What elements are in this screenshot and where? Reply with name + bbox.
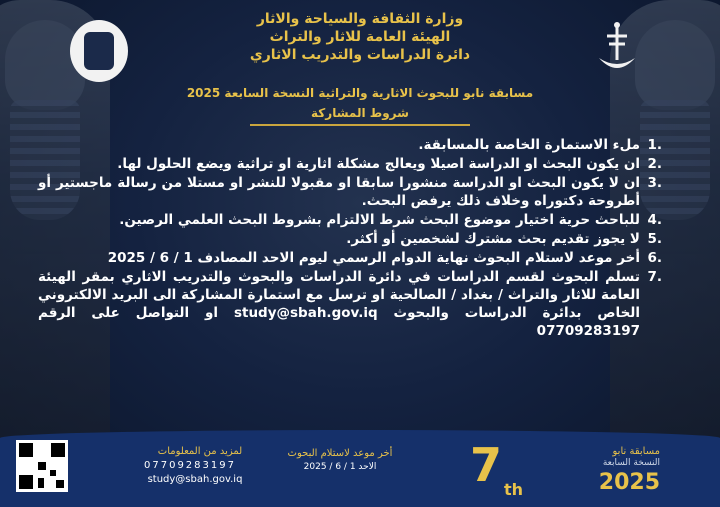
- list-item: [38, 136, 662, 154]
- contest-edition: النسخة السابعة: [602, 458, 660, 468]
- qr-finder: [19, 475, 33, 489]
- item-number: .6: [647, 250, 662, 266]
- edition-number: [470, 438, 524, 501]
- qr-module: [38, 462, 46, 470]
- item-number: .7: [647, 269, 662, 285]
- contact-email[interactable]: study@sbah.gov.iq: [147, 474, 243, 485]
- list-item: [38, 230, 662, 248]
- edition-digit: 7: [470, 438, 503, 492]
- authority-name: الهيئة العامة للاثار والتراث: [269, 29, 451, 45]
- item-text: تسلم البحوث لقسم الدراسات في دائرة الدراسات والبحوث والتدريب الاثاري بمقر الهيئة العامة للاثار والتراث / بغداد / الصالحية او ترسل مع استمارة المشاركة الى البريد الالكتروني الخاص بدائرة الدراسات والبحوث study@sbah.gov.iq او التواصل على الرقم 07709283197: [38, 269, 640, 339]
- header: [0, 10, 720, 64]
- list-item: [38, 268, 662, 340]
- qr-finder: [19, 443, 33, 457]
- item-number: .2: [647, 156, 662, 172]
- item-number: .5: [647, 231, 662, 247]
- info-title: لمزيد من المعلومات: [157, 446, 243, 457]
- conditions-list: [38, 136, 662, 341]
- item-number: .1: [647, 137, 662, 153]
- item-number: .3: [647, 175, 662, 191]
- title-divider: [250, 124, 470, 126]
- item-text: لا يجوز تقديم بحث مشترك لشخصين أو أكثر.: [346, 231, 640, 247]
- contest-title: مسابقة نابو للبحوث الاثارية والتراثية النسخة السابعة 2025: [186, 86, 534, 100]
- qr-module: [38, 478, 44, 488]
- contest-name: مسابقة نابو: [612, 446, 660, 457]
- list-item: [38, 174, 662, 210]
- qr-finder: [51, 443, 65, 457]
- deadline-date: الاحد 1 / 6 / 2025: [303, 462, 377, 472]
- item-text: ان لا يكون البحث او الدراسة منشورا سابقا او مقبولا للنشر او مستلا من رسالة ماجستير أو أطروحة دكتوراه وخلاف ذلك يرفض البحث.: [38, 175, 640, 209]
- qr-code[interactable]: [16, 440, 68, 492]
- contact-phone: 07709283197: [144, 460, 236, 471]
- qr-module: [56, 480, 64, 488]
- item-text: ملء الاستمارة الخاصة بالمسابقة.: [418, 137, 640, 153]
- qr-module: [50, 470, 56, 476]
- footer-wave: [0, 430, 720, 446]
- list-item: [38, 155, 662, 173]
- conditions-title: شروط المشاركة: [311, 106, 409, 120]
- item-text: للباحث حرية اختيار موضوع البحث شرط الالتزام بشروط البحث العلمي الرصين.: [119, 212, 640, 228]
- list-item: [38, 249, 662, 267]
- deadline-title: أخر موعد لاستلام البحوث: [287, 448, 393, 459]
- item-number: .4: [647, 212, 662, 228]
- list-item: [38, 211, 662, 229]
- department-name: دائرة الدراسات والتدريب الاثاري: [249, 47, 471, 63]
- edition-suffix: th: [504, 480, 524, 499]
- item-text: ان يكون البحث او الدراسة اصيلا ويعالج مشكلة اثارية او تراثية ويضع الحلول لها.: [117, 156, 640, 172]
- item-text: أخر موعد لاستلام البحوث نهاية الدوام الرسمي ليوم الاحد المصادف 1 / 6 / 2025: [107, 250, 640, 266]
- ministry-name: وزارة الثقافة والسياحة والاثار: [256, 11, 464, 27]
- contest-year: 2025: [598, 470, 660, 495]
